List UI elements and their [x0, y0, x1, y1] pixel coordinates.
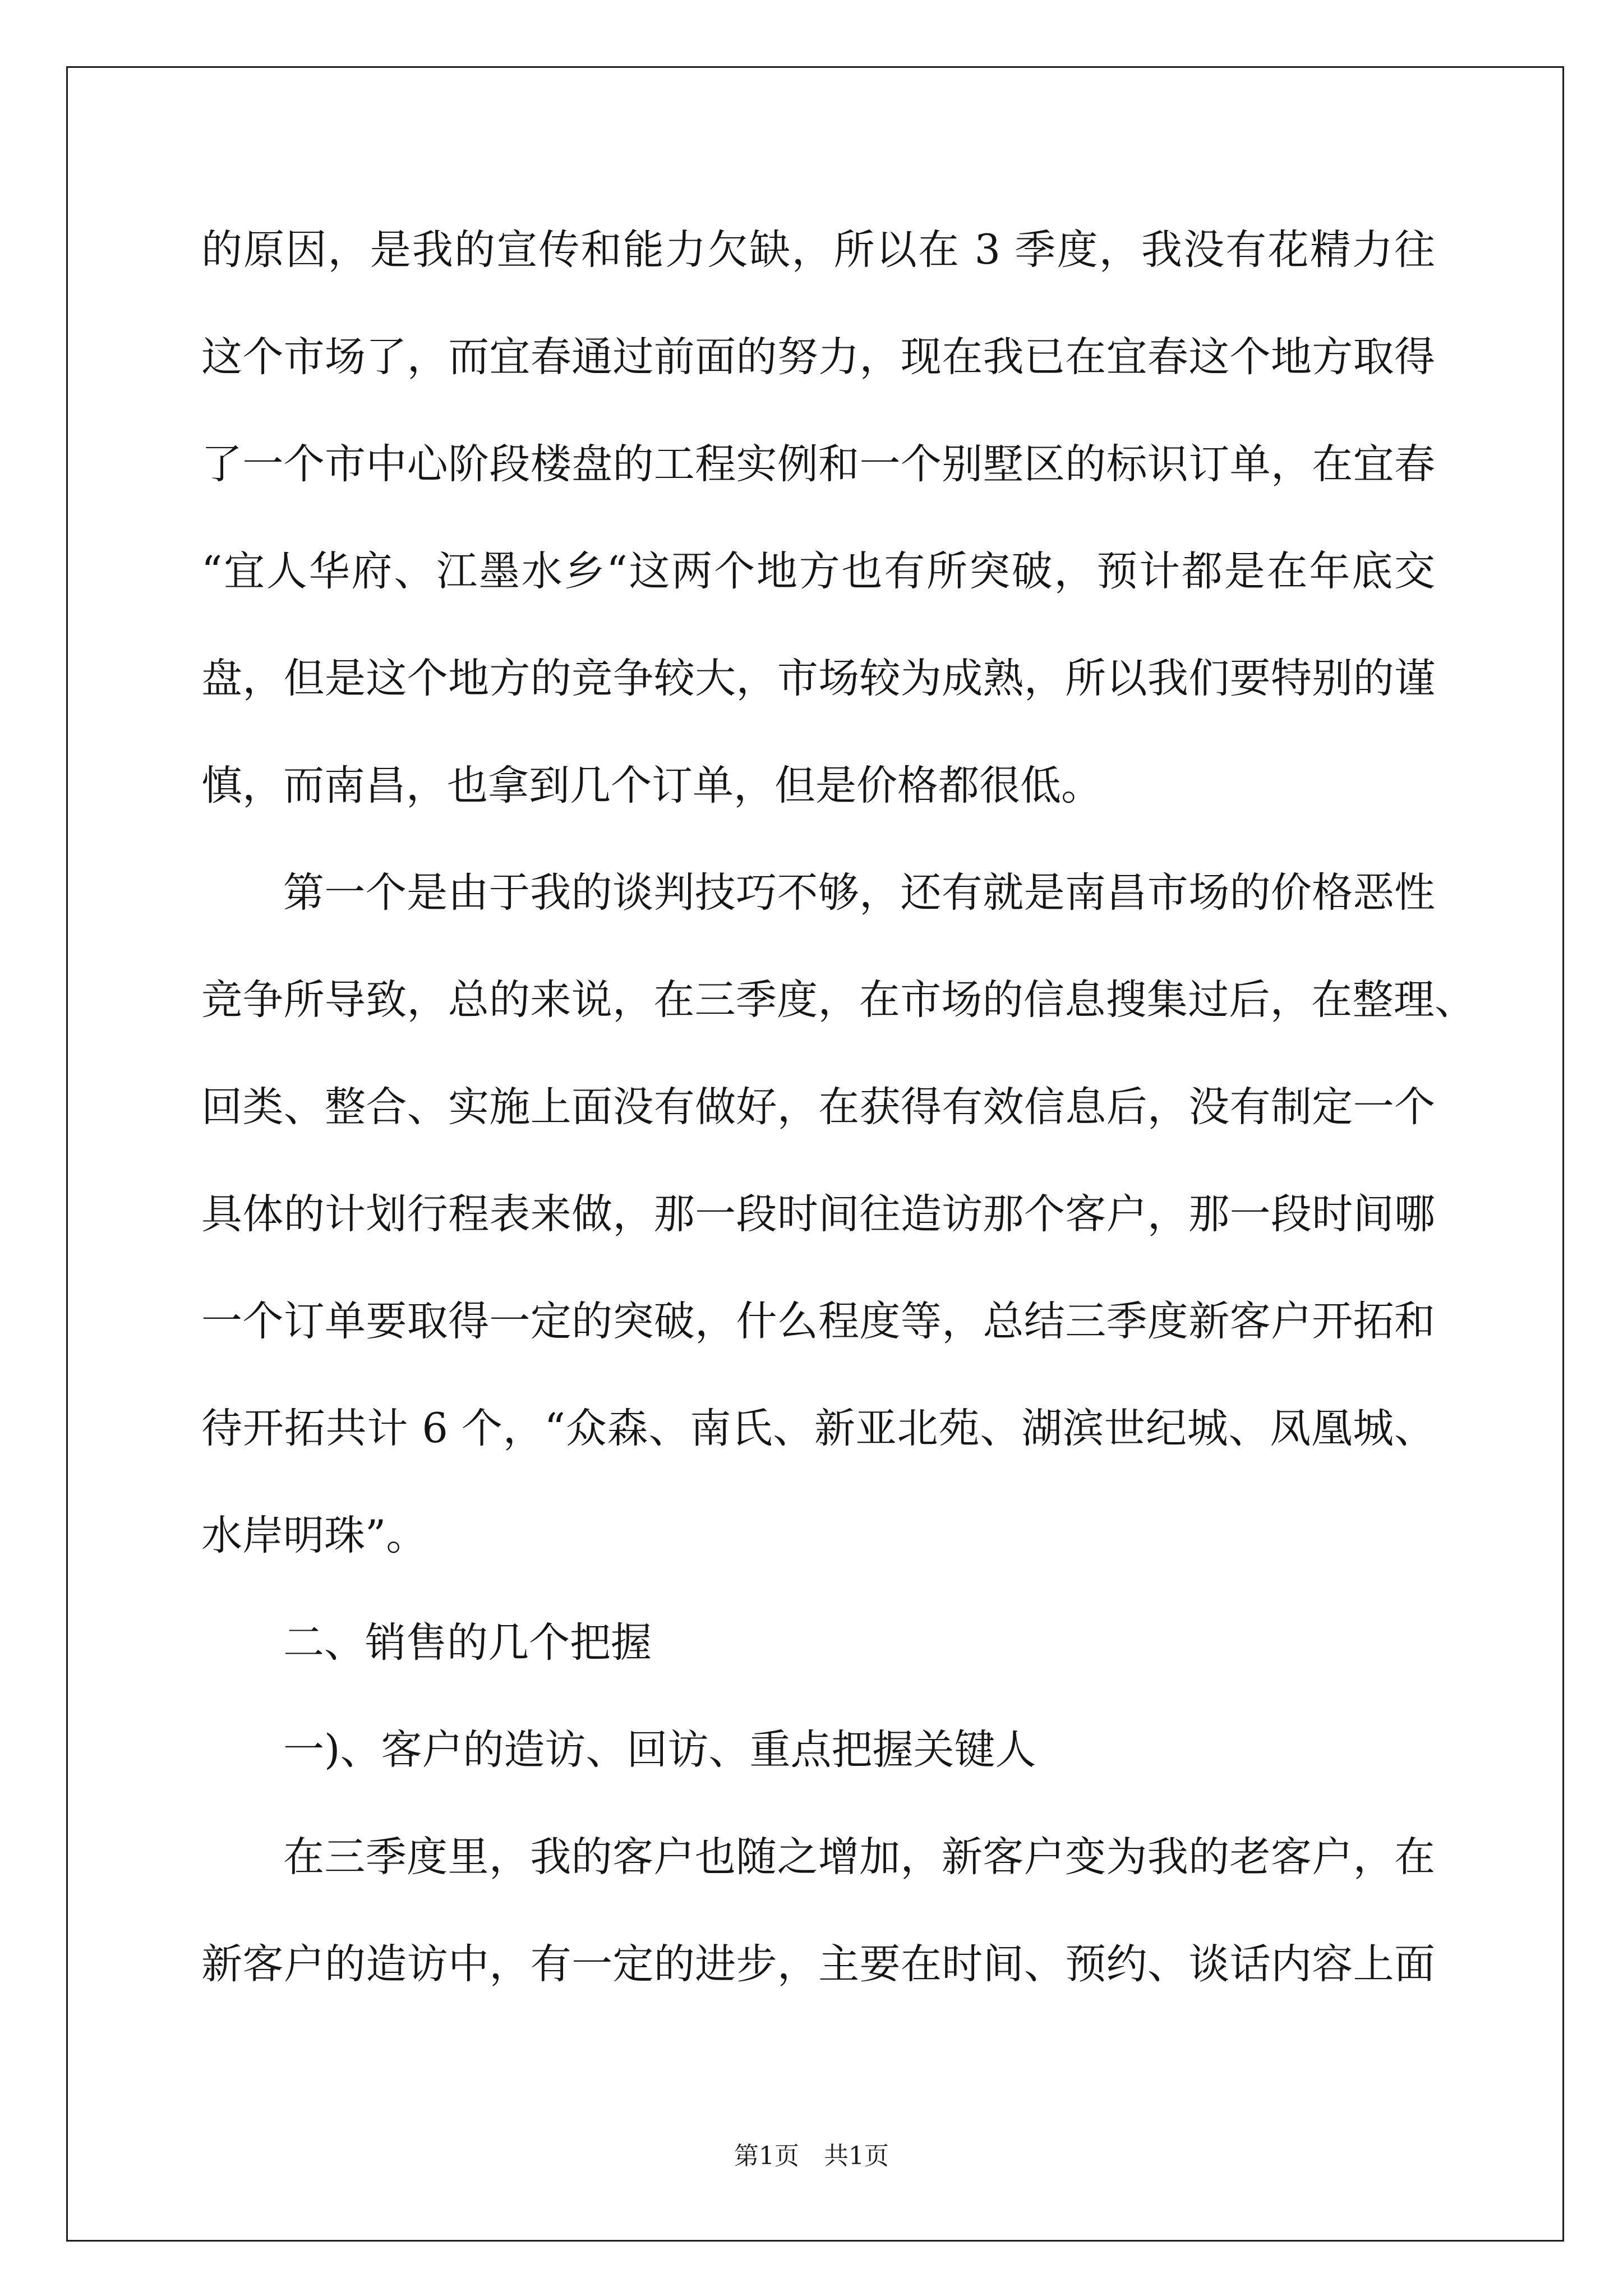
text-line: 回类、整合、实施上面没有做好，在获得有效信息后，没有制定一个	[201, 1083, 1435, 1131]
text-line: 待开拓共计 6 个，“众森、南氏、新亚北苑、湖滨世纪城、凤凰城、	[201, 1405, 1435, 1452]
page-number: 第1页	[734, 2142, 799, 2170]
text-line: 新客户的造访中，有一定的进步，主要在时间、预约、谈话内容上面	[201, 1940, 1435, 1988]
text-line: 这个市场了，而宜春通过前面的努力，现在我已在宜春这个地方取得	[201, 333, 1435, 381]
text-line: 的原因，是我的宣传和能力欠缺，所以在 3 季度，我没有花精力往	[201, 226, 1435, 274]
text-line: 了一个市中心阶段楼盘的工程实例和一个别墅区的标识订单，在宜春	[201, 440, 1435, 488]
document-body	[201, 196, 1476, 2018]
text-line: 盘，但是这个地方的竞争较大，市场较为成熟，所以我们要特别的谨	[201, 655, 1435, 702]
text-line: 一个订单要取得一定的突破，什么程度等，总结三季度新客户开拓和	[201, 1297, 1435, 1345]
text-line: 竞争所导致，总的来说，在三季度，在市场的信息搜集过后，在整理、	[201, 976, 1476, 1024]
subsection-heading	[201, 1696, 1435, 1803]
text-line: 第一个是由于我的谈判技巧不够，还有就是南昌市场的价格恶性	[283, 869, 1435, 917]
paragraph	[201, 839, 1476, 1589]
page-total: 共1页	[824, 2142, 889, 2170]
text-line: “宜人华府、江墨水乡“这两个地方也有所突破，预计都是在年底交	[201, 547, 1435, 595]
paragraph	[201, 1803, 1435, 2018]
text-line: 具体的计划行程表来做，那一段时间往造访那个客户，那一段时间哪	[201, 1190, 1435, 1238]
text-line: 慎，而南昌，也拿到几个订单，但是价格都很低。	[201, 762, 1102, 809]
text-line: 二、销售的几个把握	[283, 1619, 652, 1667]
section-heading	[201, 1589, 1435, 1696]
page-footer	[0, 2139, 1623, 2173]
paragraph	[201, 196, 1435, 839]
text-line: 在三季度里，我的客户也随之增加，新客户变为我的老客户，在	[283, 1833, 1435, 1881]
text-line: 一)、客户的造访、回访、重点把握关键人	[283, 1726, 1036, 1774]
text-line: 水岸明珠”。	[201, 1512, 427, 1559]
